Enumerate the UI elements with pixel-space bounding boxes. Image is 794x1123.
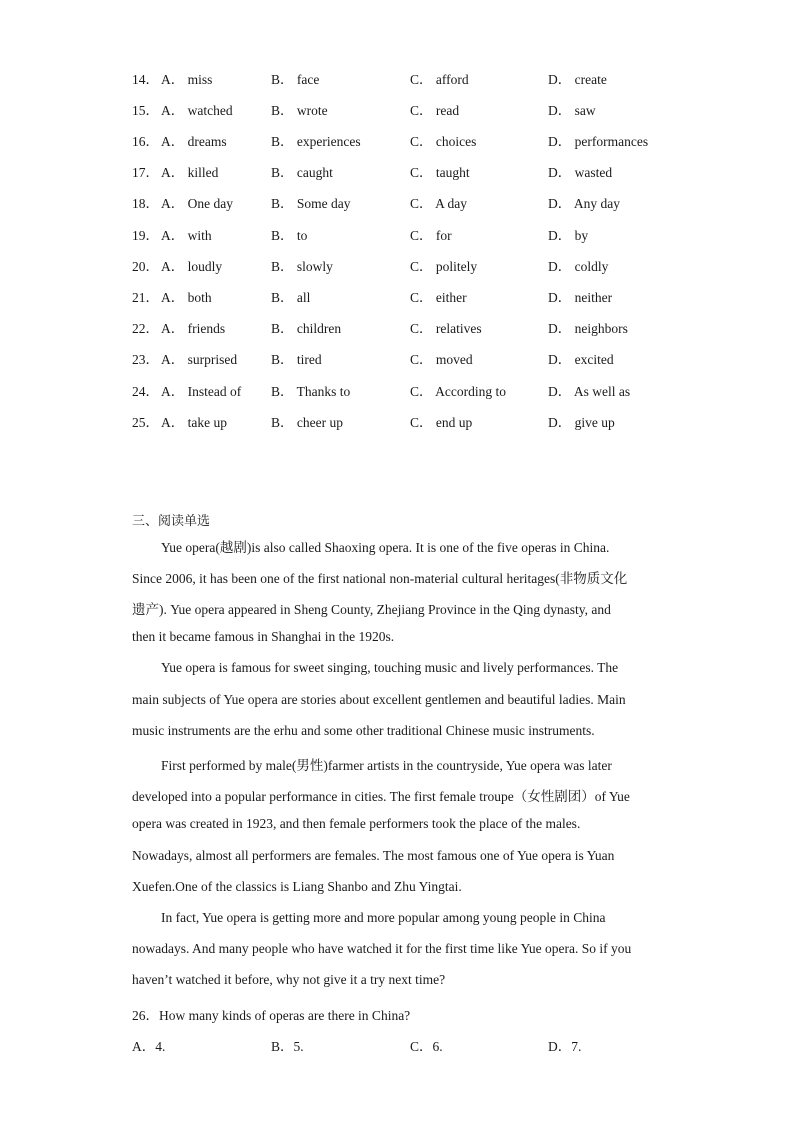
option-c: C． afford: [410, 72, 469, 87]
option-b: B． children: [271, 321, 342, 336]
option-b: B． tired: [271, 352, 322, 367]
option-d: D． create: [548, 72, 607, 87]
passage-line: First performed by male(男性)farmer artists in the countryside, Yue opera was later: [161, 758, 612, 773]
option-a: A． miss: [161, 72, 213, 87]
option-a: A． dreams: [161, 134, 227, 149]
passage-line: 遗产). Yue opera appeared in Sheng County, Zhejiang Province in the Qing dynasty, and: [132, 602, 611, 617]
question-number: 19．: [132, 228, 159, 243]
option-c: C． taught: [410, 165, 470, 180]
question-row: [132, 255, 692, 275]
passage-line: developed into a popular performance in cities. The first female troupe（女性剧团）of Yue: [132, 789, 630, 804]
option-a: A． friends: [161, 321, 226, 336]
option-a: A． Instead of: [161, 384, 242, 399]
question-row: [132, 192, 692, 212]
passage-line: Nowadays, almost all performers are females. The most famous one of Yue opera is Yuan: [132, 848, 615, 863]
question-row: [132, 130, 692, 150]
option-a: A． take up: [161, 415, 227, 430]
option-d: D． neither: [548, 290, 613, 305]
section-title: 三、阅读单选: [132, 514, 211, 529]
option-a: A． One day: [161, 196, 233, 211]
question-number: 14．: [132, 72, 159, 87]
option-b: B． face: [271, 72, 320, 87]
passage-line: Yue opera is famous for sweet singing, touching music and lively performances. The: [161, 660, 619, 675]
option-c: C． relatives: [410, 321, 482, 336]
question-row: [132, 348, 692, 368]
option-b: B． experiences: [271, 134, 361, 149]
option-b: B． wrote: [271, 103, 328, 118]
option-d: D． coldly: [548, 259, 609, 274]
option-a: A． watched: [161, 103, 233, 118]
option-c: C． moved: [410, 352, 473, 367]
option-d: D． wasted: [548, 165, 613, 180]
option-d: D． saw: [548, 103, 596, 118]
option-a: A．4.: [132, 1039, 166, 1054]
passage-line: Since 2006, it has been one of the first national non-material cultural heritages(非物质文化: [132, 571, 628, 586]
passage-line: main subjects of Yue opera are stories about excellent gentlemen and beautiful ladies. Main: [132, 692, 626, 707]
option-b: B． Some day: [271, 196, 351, 211]
question-row: [132, 99, 692, 119]
option-c: C． end up: [410, 415, 473, 430]
question-number: 20．: [132, 259, 159, 274]
passage-line: opera was created in 1923, and then female performers took the place of the males.: [132, 816, 581, 831]
question-number: 25．: [132, 415, 159, 430]
option-c: C． A day: [410, 196, 468, 211]
option-c: C． choices: [410, 134, 477, 149]
option-d: D． neighbors: [548, 321, 628, 336]
option-d: D． by: [548, 228, 589, 243]
option-a: A． with: [161, 228, 212, 243]
question-number: 18．: [132, 196, 159, 211]
option-d: D． performances: [548, 134, 649, 149]
option-c: C． either: [410, 290, 467, 305]
option-c: C．6.: [410, 1039, 443, 1054]
question-number: 21．: [132, 290, 159, 305]
option-b: B． to: [271, 228, 308, 243]
option-d: D． As well as: [548, 384, 631, 399]
option-a: A． surprised: [161, 352, 238, 367]
option-d: D． Any day: [548, 196, 620, 211]
question-row: [132, 317, 692, 337]
passage-line: In fact, Yue opera is getting more and more popular among young people in China: [161, 910, 606, 925]
question-number: 22．: [132, 321, 159, 336]
passage-line: nowadays. And many people who have watched it for the first time like Yue opera. So if you: [132, 941, 632, 956]
option-b: B． slowly: [271, 259, 333, 274]
option-a: A． loudly: [161, 259, 223, 274]
question-row: [132, 286, 692, 306]
passage-line: then it became famous in Shanghai in the 1920s.: [132, 629, 395, 644]
option-b: B． all: [271, 290, 311, 305]
question-number: 24．: [132, 384, 159, 399]
question-number: 16．: [132, 134, 159, 149]
option-d: D． excited: [548, 352, 614, 367]
passage-line: haven’t watched it before, why not give it a try next time?: [132, 972, 446, 987]
option-b: B． Thanks to: [271, 384, 351, 399]
option-a: A． both: [161, 290, 212, 305]
option-b: B． cheer up: [271, 415, 343, 430]
passage-line: Yue opera(越剧)is also called Shaoxing opera. It is one of the five operas in China.: [161, 540, 610, 555]
option-b: B．5.: [271, 1039, 304, 1054]
question-row: [132, 1035, 692, 1055]
question-number: 17．: [132, 165, 159, 180]
passage-line: Xuefen.One of the classics is Liang Shanbo and Zhu Yingtai.: [132, 879, 462, 894]
passage-line: music instruments are the erhu and some other traditional Chinese music instruments.: [132, 723, 595, 738]
option-b: B． caught: [271, 165, 333, 180]
option-d: D． give up: [548, 415, 615, 430]
option-c: C． read: [410, 103, 460, 118]
option-a: A． killed: [161, 165, 219, 180]
option-c: C． politely: [410, 259, 478, 274]
question-number: 15．: [132, 103, 159, 118]
question-number: 23．: [132, 352, 159, 367]
question-row: [132, 68, 692, 88]
option-c: C． for: [410, 228, 452, 243]
question-row: [132, 380, 692, 400]
question-row: [132, 411, 692, 431]
question-row: [132, 161, 692, 181]
option-d: D．7.: [548, 1039, 582, 1054]
option-c: C． According to: [410, 384, 506, 399]
question-stem: 26．How many kinds of operas are there in China?: [132, 1008, 411, 1023]
question-row: [132, 224, 692, 244]
